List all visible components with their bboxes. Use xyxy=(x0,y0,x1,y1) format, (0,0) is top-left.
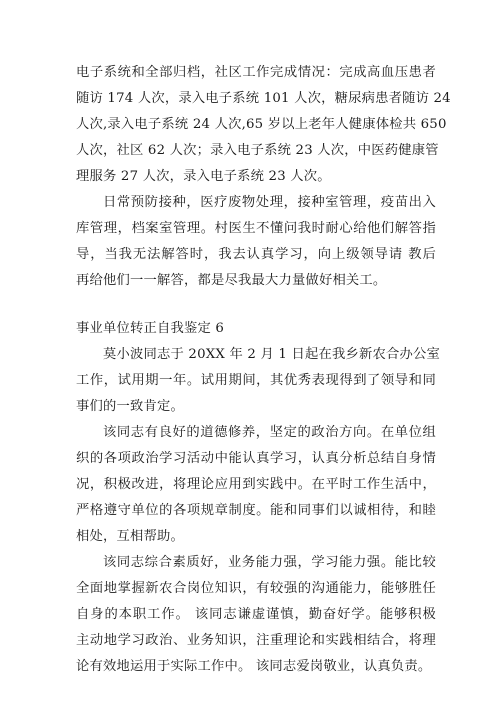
text-line: 再给他们一一解答，都是尽我最大力量做好相关工。 xyxy=(76,273,387,288)
text-line: 严格遵守单位的各项规章制度。能和同事们以诚相待，和睦 xyxy=(76,503,436,518)
text-line: 莫小波同志于 20XX 年 2 月 1 日起在我乡新农合办公室 xyxy=(103,347,440,362)
text-line: 自身的本职工作。 该同志谦虚谨慎，勤奋好学。能够积极 xyxy=(76,607,436,622)
section-title: 事业单位转正自我鉴定 6 xyxy=(76,321,225,336)
text-line: 相处，互相帮助。 xyxy=(76,529,184,544)
text-line: 工作，试用期一年。试用期间，其优秀表现得到了领导和同 xyxy=(76,373,436,388)
text-line: 人次,录入电子系统 24 人次,65 岁以上老年人健康体检共 650 xyxy=(76,117,447,132)
paragraph-overall-quality xyxy=(76,550,436,680)
text-line: 导，当我无法解答时，我去认真学习，向上级领导请 教后 xyxy=(76,247,436,262)
paragraph-daily-duties xyxy=(76,190,436,294)
text-line: 论有效地运用于实际工作中。 该同志爱岗敬业，认真负责。 xyxy=(76,659,432,674)
text-line: 电子系统和全部归档，社区工作完成情况：完成高血压患者 xyxy=(76,65,436,80)
paragraph-work-summary xyxy=(76,60,451,190)
text-line: 人次，社区 62 人次；录入电子系统 23 人次，中医药健康管 xyxy=(76,143,439,158)
text-line: 该同志综合素质好，业务能力强，学习能力强。能比较 xyxy=(103,555,436,570)
text-line: 日常预防接种，医疗废物处理，接种室管理，疫苗出入 xyxy=(103,195,436,210)
text-line: 事们的一致肯定。 xyxy=(76,399,184,414)
document-body xyxy=(76,60,451,680)
paragraph-moral-character xyxy=(76,420,436,550)
text-line: 织的各项政治学习活动中能认真学习，认真分析总结自身情 xyxy=(76,451,436,466)
text-line: 库管理，档案室管理。村医生不懂问我时耐心给他们解答指 xyxy=(76,221,436,236)
text-line: 况，积极改进，将理论应用到实践中。在平时工作生活中， xyxy=(76,477,436,492)
text-line: 理服务 27 人次，录入电子系统 23 人次。 xyxy=(76,169,331,184)
text-line: 随访 174 人次，录入电子系统 101 人次，糖尿病患者随访 24 xyxy=(76,91,451,106)
text-line: 该同志有良好的道德修养，坚定的政治方向。在单位组 xyxy=(103,425,436,440)
section-spacer xyxy=(76,294,436,316)
paragraph-introduction xyxy=(76,342,440,420)
text-line: 主动地学习政治、业务知识，注重理论和实践相结合，将理 xyxy=(76,633,436,648)
text-line: 全面地掌握新农合岗位知识，有较强的沟通能力，能够胜任 xyxy=(76,581,436,596)
